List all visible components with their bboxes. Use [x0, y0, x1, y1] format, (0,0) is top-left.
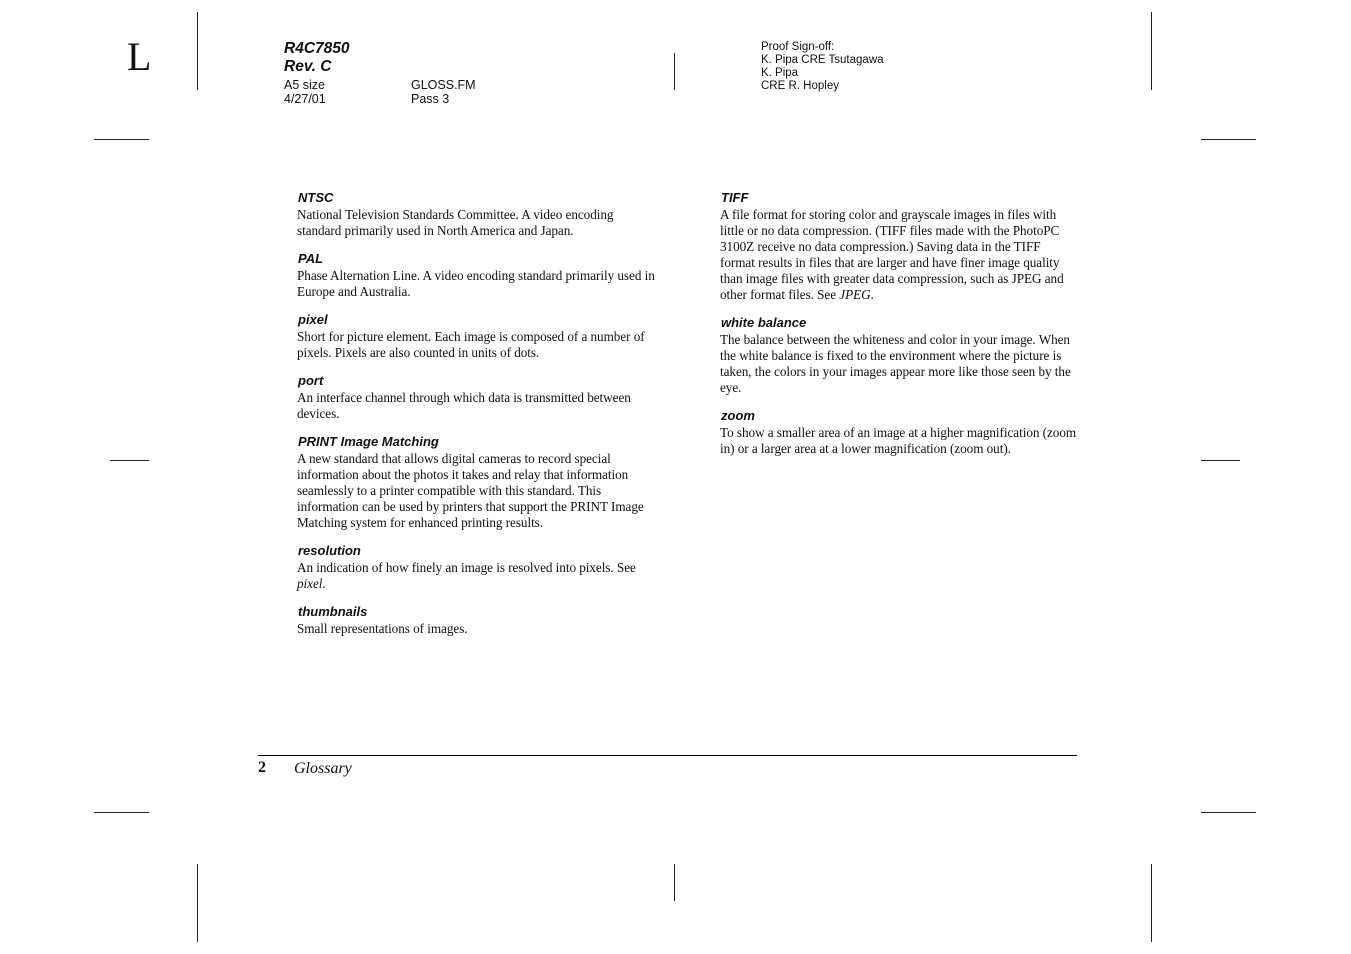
file-name: GLOSS.FM	[411, 78, 476, 92]
glossary-term: thumbnails	[298, 604, 368, 619]
glossary-definition: To show a smaller area of an image at a higher magnification (zoom in) or a larger area at a lower magnification (zoom out).	[720, 425, 1077, 456]
model-number: R4C7850	[284, 40, 350, 57]
header-date: 4/27/01	[284, 92, 326, 106]
glossary-term: TIFF	[721, 190, 749, 205]
glossary-definition: A new standard that allows digital cameras to record special information about the photos it takes and relay that information seamlessly to a printer compatible with this standard. This information can be used by printers that support the PRINT Image Matching system for enhanced printing results.	[297, 451, 644, 530]
crop-mark-top-center-vertical	[674, 53, 675, 90]
footer-section-title: Glossary	[294, 760, 352, 777]
glossary-term: PRINT Image Matching	[298, 434, 439, 449]
crop-mark-left-middle	[110, 460, 149, 461]
glossary-definition	[720, 207, 1078, 303]
revision: Rev. C	[284, 58, 332, 75]
crop-mark-bottom-right-vertical	[1151, 864, 1152, 942]
glossary-term: resolution	[298, 543, 361, 558]
cross-reference-link[interactable]: JPEG	[839, 287, 871, 302]
glossary-term: white balance	[721, 315, 807, 330]
crop-letter: L	[127, 34, 152, 79]
glossary-definition	[297, 560, 655, 592]
crop-mark-right-middle	[1201, 460, 1240, 461]
page-number: 2	[258, 759, 266, 776]
glossary-term: PAL	[298, 251, 324, 266]
glossary-definition: The balance between the whiteness and color in your image. When the white balance is fixed to the environment where the picture is taken, the colors in your images appear more like those seen by the eye.	[720, 332, 1071, 395]
glossary-definition: Short for picture element. Each image is composed of a number of pixels. Pixels are also counted in units of dots.	[297, 329, 645, 360]
glossary-term: port	[298, 373, 324, 388]
pass-number: Pass 3	[411, 92, 450, 106]
glossary-term: NTSC	[298, 190, 334, 205]
crop-mark-top-left-vertical	[197, 12, 198, 90]
header-file-pass	[411, 78, 476, 106]
crop-mark-bottom-center-vertical	[674, 864, 675, 901]
signoff-title: Proof Sign-off:	[761, 41, 835, 53]
cross-reference-link[interactable]: pixel	[297, 576, 323, 591]
glossary-definition: Phase Alternation Line. A video encoding standard primarily used in Europe and Australia.	[297, 268, 655, 299]
crop-mark-right-upper	[1201, 139, 1256, 140]
footer-rule	[258, 755, 1077, 756]
definition-period: .	[870, 287, 874, 302]
definition-text: An indication of how finely an image is resolved into pixels. See	[297, 560, 636, 575]
signoff-line: CRE R. Hopley	[761, 80, 839, 92]
definition-period: .	[322, 576, 326, 591]
crop-mark-left-upper	[94, 139, 149, 140]
glossary-definition: Small representations of images.	[297, 621, 468, 636]
crop-mark-bottom-left-vertical	[197, 864, 198, 942]
proof-signoff	[761, 41, 884, 93]
crop-mark-left-lower	[94, 812, 149, 813]
crop-mark-top-right-vertical	[1151, 12, 1152, 90]
definition-text: A file format for storing color and grayscale images in files with little or no data compression. (TIFF files made with the PhotoPC 3100Z receive no data compression.) Saving data in the TIFF format results in files that are larger and have finer image quality than image files with greater data compression, such as JPEG and other format files. See	[720, 207, 1064, 302]
signoff-line: K. Pipa CRE Tsutagawa	[761, 54, 884, 66]
glossary-definition: National Television Standards Committee. A video encoding standard primarily used in North America and Japan.	[297, 207, 614, 238]
glossary-left-column	[297, 190, 655, 649]
glossary-term: pixel	[298, 312, 328, 327]
crop-mark-right-lower	[1201, 812, 1256, 813]
header-model-block	[284, 40, 350, 76]
signoff-line: K. Pipa	[761, 67, 799, 79]
glossary-definition: An interface channel through which data is transmitted between devices.	[297, 390, 631, 421]
glossary-right-column	[720, 190, 1078, 469]
header-size-date	[284, 78, 326, 106]
page-size: A5 size	[284, 78, 325, 92]
glossary-term: zoom	[721, 408, 755, 423]
